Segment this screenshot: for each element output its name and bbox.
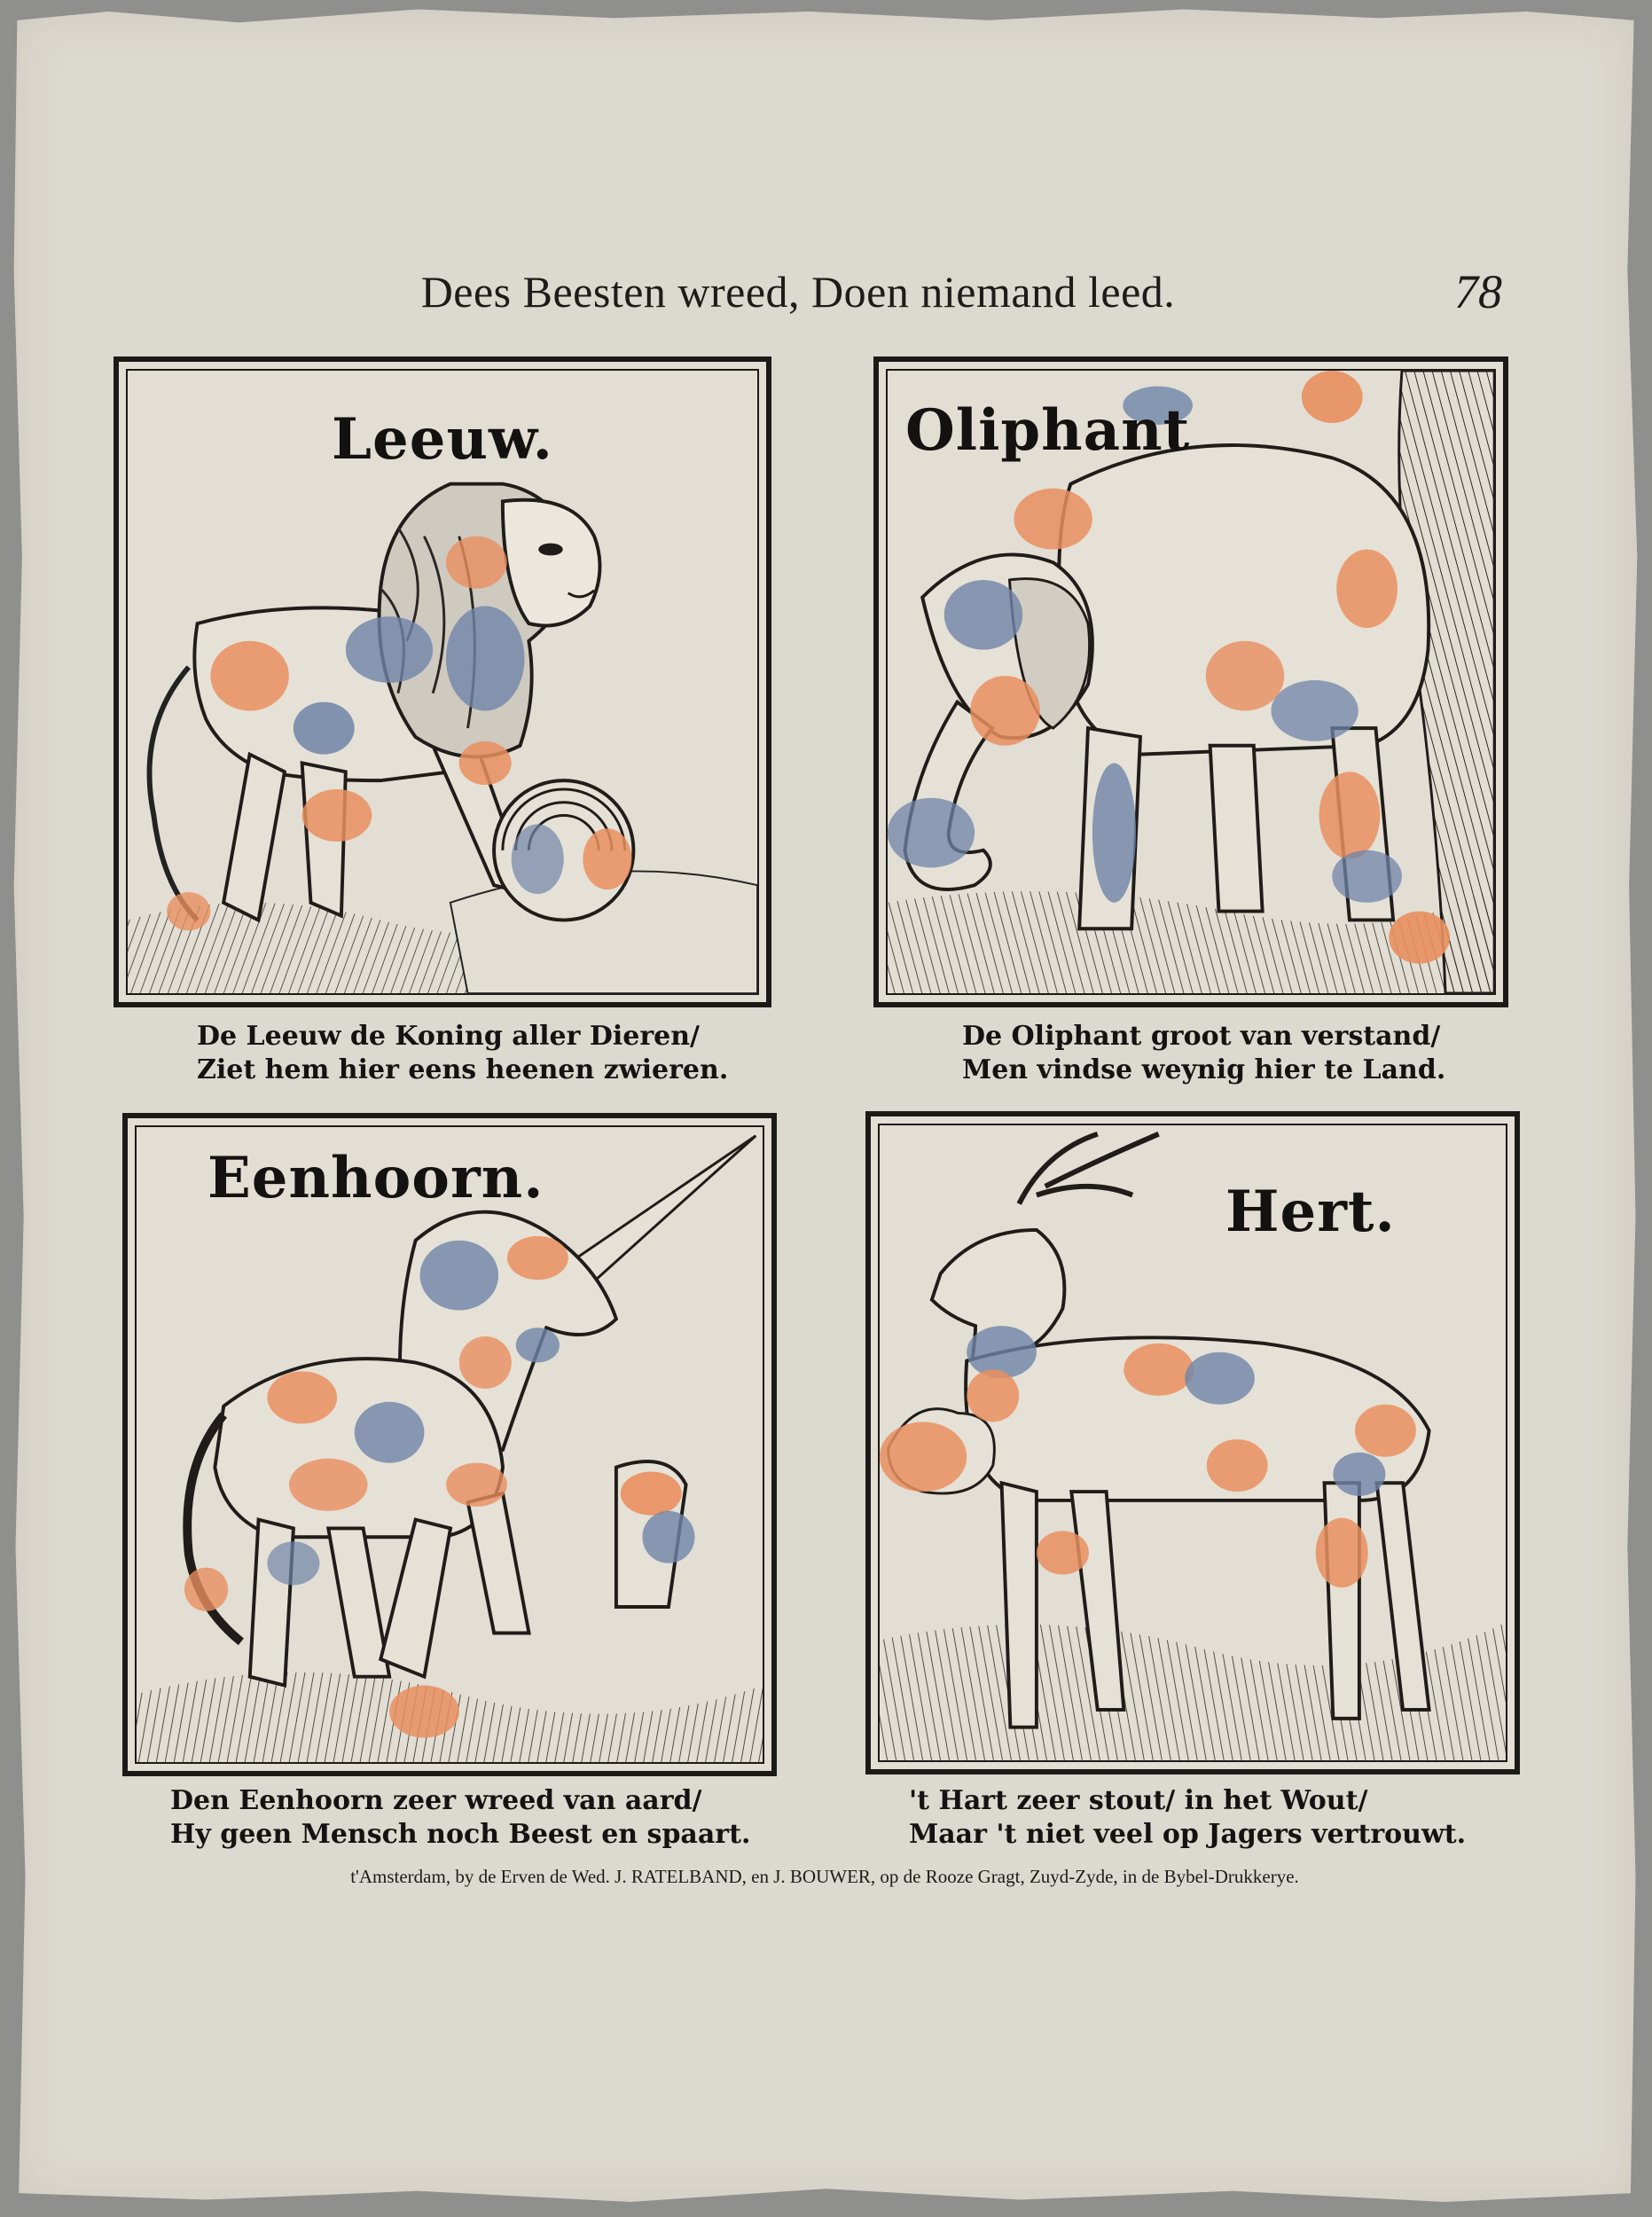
page-number: 78 [1454,265,1502,318]
panel-title-deer: Hert. [1225,1179,1396,1245]
caption-elephant [962,1020,1445,1087]
unicorn-woodcut [128,1118,771,1771]
panel-title-unicorn: Eenhoorn. [207,1145,544,1211]
caption-line: Ziet hem hier eens heenen zwieren. [197,1054,729,1085]
caption-line: 't Hart zeer stout/ in het Wout/ [909,1785,1368,1816]
caption-lion [197,1020,728,1087]
caption-line: De Leeuw de Koning aller Dieren/ [197,1021,700,1052]
caption-line: Hy geen Mensch noch Beest en spaart. [170,1819,751,1850]
caption-deer [909,1784,1466,1852]
printer-imprint: t'Amsterdam, by de Erven de Wed. J. RATELBAND, en J. BOUWER, op de Rooze Gragt, Zuyd-Zyde, in de Bybel-Drukkerye. [350,1866,1299,1887]
caption-line: De Oliphant groot van verstand/ [962,1021,1441,1052]
panel-lion [114,356,771,1007]
panel-deer [865,1111,1520,1774]
panel-elephant [873,356,1508,1007]
caption-line: Men vindse weynig hier te Land. [962,1054,1446,1085]
panel-title-lion: Leeuw. [332,406,553,473]
deer-woodcut [871,1116,1515,1769]
page-heading: Dees Beesten wreed, Doen niemand leed. [420,267,1176,317]
panel-title-elephant: Oliphant [905,397,1191,464]
caption-line: Den Eenhoorn zeer wreed van aard/ [170,1785,702,1816]
caption-unicorn [170,1784,750,1852]
panel-unicorn [122,1113,777,1776]
caption-line: Maar 't niet veel op Jagers vertrouwt. [909,1819,1467,1850]
